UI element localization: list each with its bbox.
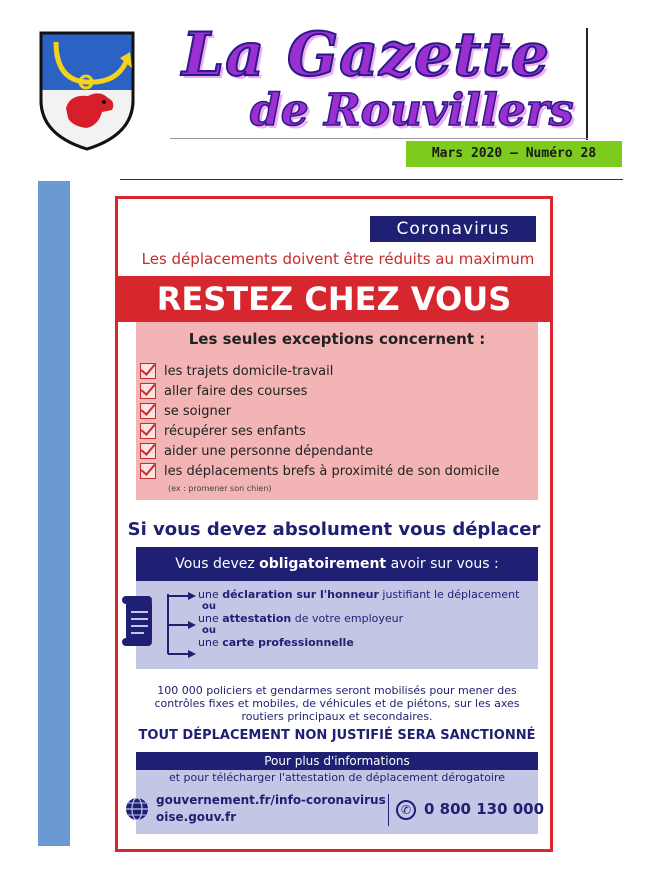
link-gouvernement[interactable]: gouvernement.fr/info-coronavirus — [156, 793, 386, 807]
gazette-subtitle: de Rouvillers — [250, 85, 574, 136]
issue-badge: Mars 2020 – Numéro 28 — [406, 141, 622, 167]
side-bar — [38, 181, 70, 846]
checkbox-icon — [140, 463, 156, 479]
phone-number: 0 800 130 000 — [424, 800, 545, 818]
list-item: récupérer ses enfants — [140, 421, 538, 441]
content-rule — [120, 179, 623, 180]
info-links — [156, 792, 386, 826]
checkbox-icon — [140, 383, 156, 399]
list-item: les trajets domicile-travail — [140, 361, 538, 381]
document-3: une carte professionnelle — [198, 636, 354, 649]
must-move-title: Si vous devez absolument vous déplacer — [127, 519, 541, 540]
checkbox-icon — [140, 423, 156, 439]
list-item: aller faire des courses — [140, 381, 538, 401]
coat-of-arms-logo — [38, 30, 136, 152]
globe-icon — [124, 796, 150, 822]
poster-headline: RESTEZ CHEZ VOUS — [118, 276, 550, 322]
info-separator — [388, 794, 389, 826]
link-oise[interactable]: oise.gouv.fr — [156, 810, 237, 824]
documents-list — [198, 588, 538, 649]
checkbox-icon — [140, 403, 156, 419]
gazette-title: La Gazette — [182, 20, 550, 90]
document-2: une attestation de votre employeur — [198, 612, 404, 625]
checkbox-icon — [140, 443, 156, 459]
header-rule — [170, 138, 588, 139]
info-title: Pour plus d'informations — [136, 752, 538, 770]
exceptions-list — [140, 361, 538, 481]
police-notice: 100 000 policiers et gendarmes seront mobilisés pour mener des contrôles fixes et mobiles, de véhicules et de piétons, sur les axes routiers principaux et secondaires. — [154, 684, 520, 723]
info-subtitle: et pour télécharger l'attestation de déplacement dérogatoire — [168, 771, 506, 784]
must-have-bar: Vous devez obligatoirement avoir sur vous : — [136, 547, 538, 581]
poster-tag: Coronavirus — [370, 216, 536, 242]
list-item: les déplacements brefs à proximité de son domicile — [140, 461, 538, 481]
arrows-icon — [164, 588, 198, 662]
header-vertical-rule — [586, 28, 588, 140]
exceptions-note: (ex : promener son chien) — [168, 484, 272, 493]
document-icon — [122, 596, 158, 646]
or-label: ou — [202, 601, 216, 612]
checkbox-icon — [140, 363, 156, 379]
sanction-warning: TOUT DÉPLACEMENT NON JUSTIFIÉ SERA SANCTIONNÉ — [138, 728, 536, 743]
poster-subtitle: Les déplacements doivent être réduits au maximum — [141, 250, 535, 268]
phone-icon: ✆ — [396, 800, 416, 820]
list-item: se soigner — [140, 401, 538, 421]
or-label: ou — [202, 625, 216, 636]
exceptions-title: Les seules exceptions concernent : — [188, 330, 486, 348]
list-item: aider une personne dépendante — [140, 441, 538, 461]
document-1: une déclaration sur l'honneur justifiant le déplacement — [198, 588, 520, 601]
